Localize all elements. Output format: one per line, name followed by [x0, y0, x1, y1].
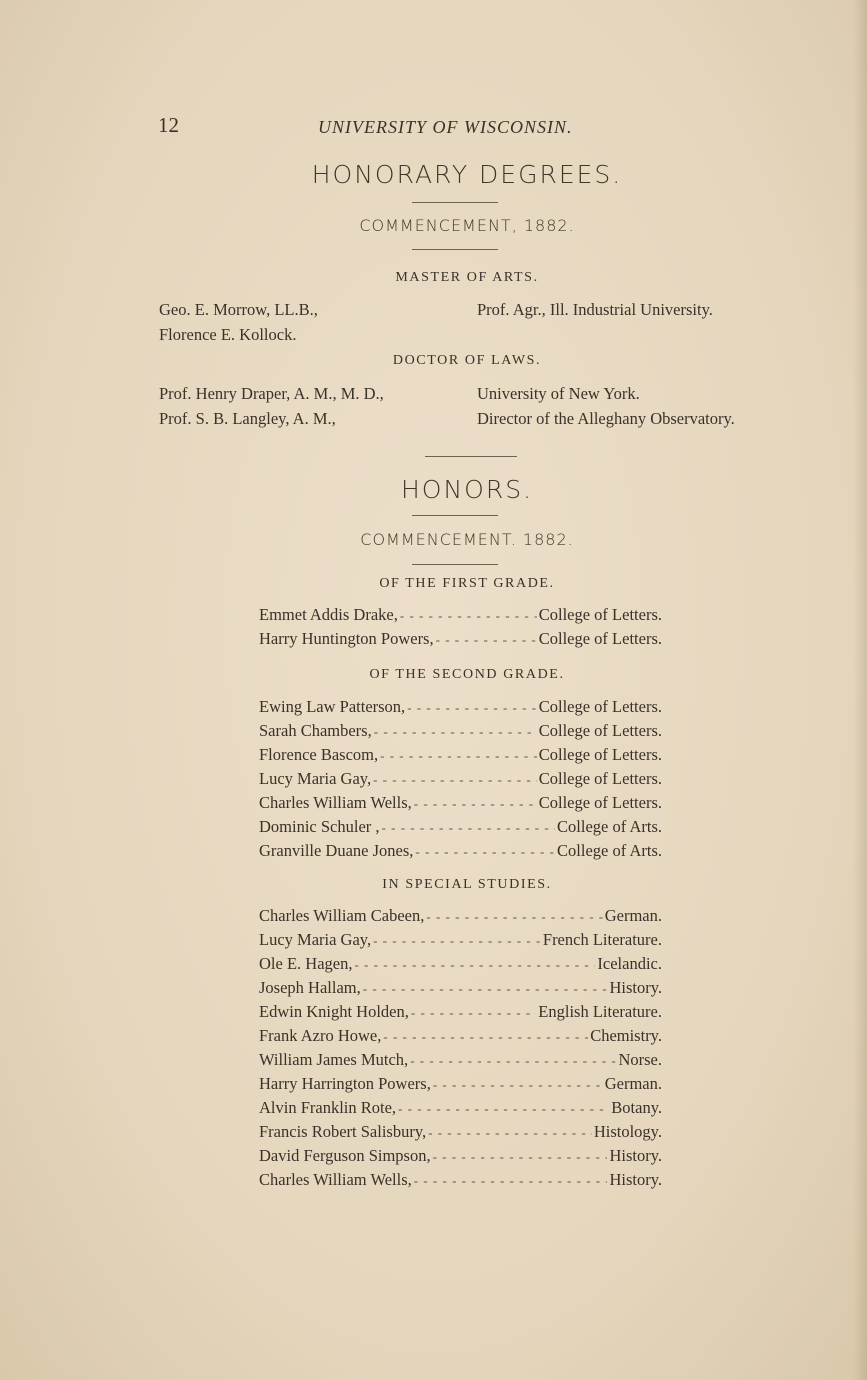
honors-entry [259, 793, 662, 817]
leader-dots [374, 724, 537, 740]
divider-rule [412, 515, 498, 516]
honors-entry [259, 1170, 662, 1194]
honors-entry [259, 721, 662, 745]
leader-dots [380, 748, 537, 764]
honors-entry [259, 1074, 662, 1098]
honoree-name: Granville Duane Jones, [259, 841, 414, 860]
honors-entry [259, 906, 662, 930]
leader-dots [363, 981, 608, 997]
honors-title: HONORS. [400, 475, 534, 504]
honorary-degrees-title: HONORARY DEGREES. [311, 160, 623, 189]
honors-entry [259, 1098, 662, 1122]
leader-dots [428, 1125, 592, 1141]
honorary-affiliation: University of New York. [477, 384, 640, 403]
honoree-study: German. [604, 1074, 662, 1093]
honoree-name: David Ferguson Simpson, [259, 1146, 431, 1165]
second-grade-heading: OF THE SECOND GRADE. [369, 667, 565, 682]
honoree-study: Histology. [593, 1122, 662, 1141]
divider-rule [412, 249, 498, 250]
leader-dots [433, 1077, 603, 1093]
honors-entry [259, 1026, 662, 1050]
honoree-name: Ole E. Hagen, [259, 954, 353, 973]
honoree-name: Emmet Addis Drake, [259, 605, 398, 624]
honoree-name: Sarah Chambers, [259, 721, 372, 740]
honors-entry [259, 978, 662, 1002]
honors-entry [259, 817, 662, 841]
leader-dots [382, 820, 556, 836]
honoree-college: College of Letters. [538, 629, 662, 648]
honoree-name: Joseph Hallam, [259, 978, 361, 997]
honoree-name: Edwin Knight Holden, [259, 1002, 409, 1021]
honoree-study: French Literature. [542, 930, 662, 949]
honoree-name: Francis Robert Salisbury, [259, 1122, 427, 1141]
divider-rule [412, 564, 498, 565]
honoree-college: College of Arts. [557, 817, 662, 836]
honoree-name: Ewing Law Patterson, [259, 697, 406, 716]
honoree-name: Lucy Maria Gay, [259, 930, 372, 949]
honoree-study: Norse. [618, 1050, 662, 1069]
honoree-name: Frank Azro Howe, [259, 1026, 382, 1045]
leader-dots [373, 772, 537, 788]
leader-dots [410, 1053, 616, 1069]
honoree-college: College of Arts. [557, 841, 662, 860]
first-grade-heading: OF THE FIRST GRADE. [379, 576, 555, 591]
honoree-name: Harry Huntington Powers, [259, 629, 434, 648]
honoree-name: William James Mutch, [259, 1050, 409, 1069]
honoree-name: Charles William Wells, [259, 1170, 412, 1189]
page-number: 12 [158, 113, 179, 137]
honoree-college: College of Letters. [538, 793, 662, 812]
honoree-name: Harry Harrington Powers, [259, 1074, 431, 1093]
honoree-college: College of Letters. [538, 605, 662, 624]
leader-dots [415, 844, 555, 860]
honors-entry [259, 697, 662, 721]
leader-dots [436, 632, 537, 648]
section-divider-rule [425, 456, 517, 457]
honors-entry [259, 841, 662, 865]
running-title: UNIVERSITY OF WISCONSIN. [318, 117, 573, 137]
honors-commencement-subtitle: COMMENCEMENT. 1882. [360, 530, 574, 549]
honoree-study: Icelandic. [597, 954, 662, 973]
honorary-affiliation: Prof. Agr., Ill. Industrial University. [477, 300, 713, 319]
honoree-study: English Literature. [538, 1002, 662, 1021]
honors-entry [259, 605, 662, 629]
special-studies-heading: IN SPECIAL STUDIES. [382, 877, 552, 892]
honors-entry [259, 1146, 662, 1170]
honorary-name: Geo. E. Morrow, LL.B., [159, 300, 318, 319]
divider-rule [412, 202, 498, 203]
honorary-name: Florence E. Kollock. [159, 325, 297, 344]
leader-dots [354, 957, 595, 973]
honors-entry [259, 745, 662, 769]
honorary-affiliation: Director of the Alleghany Observatory. [477, 409, 735, 428]
leader-dots [411, 1005, 536, 1021]
honoree-name: Charles William Cabeen, [259, 906, 425, 925]
honors-entry [259, 930, 662, 954]
leader-dots [414, 1173, 608, 1189]
doctor-of-laws-heading: DOCTOR OF LAWS. [392, 353, 542, 368]
leader-dots [398, 1101, 609, 1117]
honoree-name: Charles William Wells, [259, 793, 412, 812]
honoree-name: Alvin Franklin Rote, [259, 1098, 397, 1117]
honoree-study: Chemistry. [590, 1026, 662, 1045]
leader-dots [373, 933, 541, 949]
honors-entry [259, 954, 662, 978]
leader-dots [414, 796, 537, 812]
honoree-study: German. [604, 906, 662, 925]
honoree-study: History. [609, 1146, 662, 1165]
leader-dots [407, 700, 537, 716]
honorary-commencement-subtitle: COMMENCEMENT, 1882. [359, 216, 575, 235]
honoree-name: Dominic Schuler , [259, 817, 380, 836]
leader-dots [383, 1029, 588, 1045]
leader-dots [433, 1149, 608, 1165]
honors-entry [259, 629, 662, 653]
honorary-name: Prof. S. B. Langley, A. M., [159, 409, 336, 428]
honorary-name: Prof. Henry Draper, A. M., M. D., [159, 384, 384, 403]
honors-entry [259, 1002, 662, 1026]
honoree-college: College of Letters. [538, 745, 662, 764]
leader-dots [426, 909, 602, 925]
honoree-college: College of Letters. [538, 721, 662, 740]
honoree-college: College of Letters. [538, 769, 662, 788]
honors-entry [259, 1122, 662, 1146]
honoree-name: Lucy Maria Gay, [259, 769, 372, 788]
honoree-college: College of Letters. [538, 697, 662, 716]
leader-dots [400, 608, 537, 624]
honoree-name: Florence Bascom, [259, 745, 379, 764]
page-edge-shadow [853, 0, 867, 1380]
honors-entry [259, 769, 662, 793]
honoree-study: History. [609, 1170, 662, 1189]
honors-entry [259, 1050, 662, 1074]
honoree-study: Botany. [611, 1098, 662, 1117]
master-of-arts-heading: MASTER OF ARTS. [395, 270, 539, 285]
honoree-study: History. [609, 978, 662, 997]
